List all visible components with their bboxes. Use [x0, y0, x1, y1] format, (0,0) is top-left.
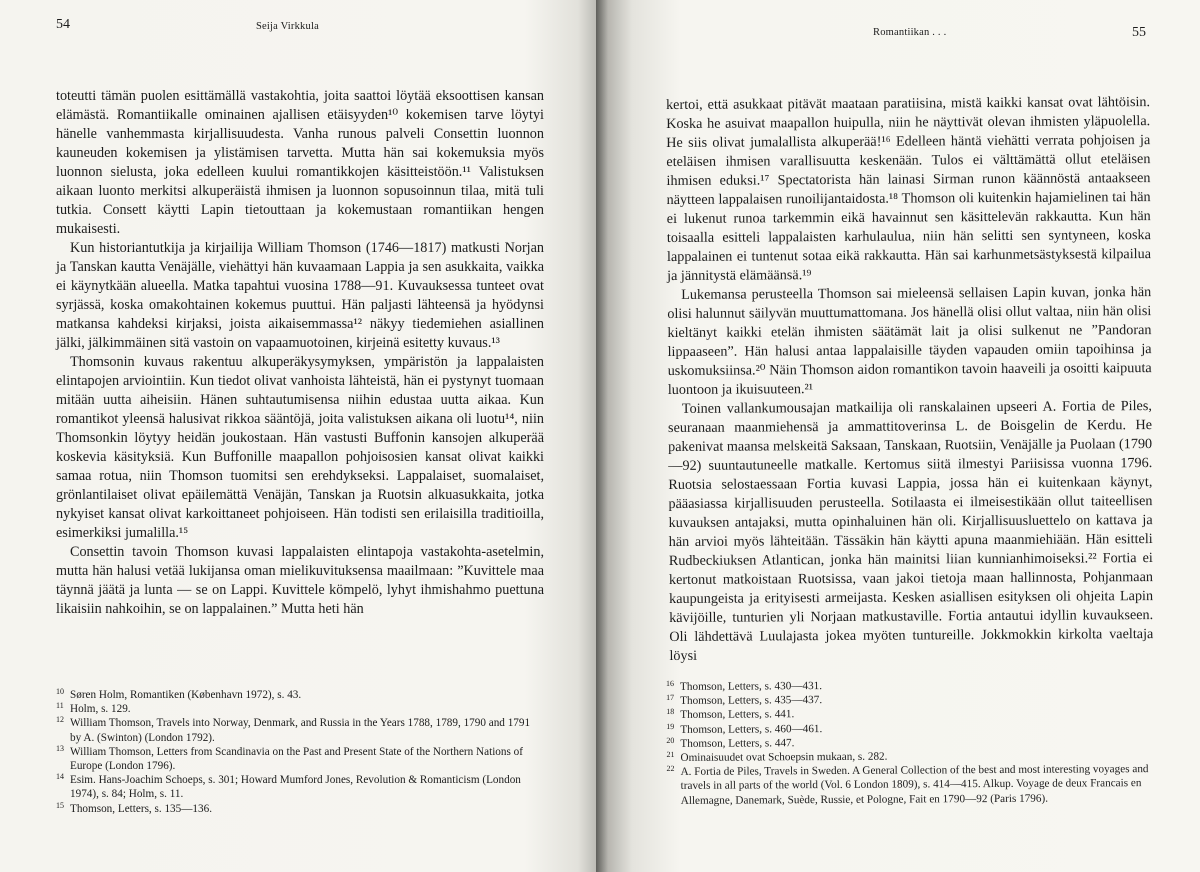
footnote-text: A. Fortia de Piles, Travels in Sweden. A General Collection of the best and most interesting voyages and travels in all parts of the world (Vol. 6 London 1809), s. 414—415. Alkup. Voyage de deux Francais en Allemagne, Danemark, Suède, Russie, et Pologne, Fait en 1790—92 (Paris 1796). [680, 763, 1149, 807]
footnote-number: 16 [665, 678, 675, 688]
footnote-text: Søren Holm, Romantiken (København 1972), s. 43. [70, 689, 302, 701]
running-head: Romantiikan . . . [873, 27, 947, 38]
page-number: 54 [56, 17, 70, 32]
footnote-number: 13 [56, 743, 64, 753]
footnote-number: 22 [666, 764, 675, 774]
paragraph: Toinen vallankumousajan matkailija oli ranskalainen upseeri A. Fortia de Piles, seuranaan maanmiehensä ja ammattitoverinsa L. de Boisgelin de Kerdu. He pakenivat maansa melskeitä Saksaan, Tanskaan, Ruotsiin, Venäjälle ja Puolaan (1790—92) suuntautuneelle matkalle. Kertomus siitä ilmestyi Pariisissa vuonna 1796. Ruotsia selostaessaan Fortia kuvasi Lappia, jossa hän ei kuitenkaan käynyt, pääasiassa kirjallisuuden perusteella. Sotilaasta ei ilmeisestikään ollut taiteellisen kuvauksen antajaksi, mutta opinhaluinen hän oli. Kirjallisuusluettelo on kattava ja hän arvioi myös lähteitään. Tässäkin hän käytti apuna maanmiehiään. Hän esitteli Rudbeckiuksen Atlantican, jonka hän mainitsi liian kunnianhimoiseksi.²² Fortia ei kertonut matkoistaan Ruotsissa, vaan jakoi tietoja maan hallinnosta, Pohjanmaan kaupungeista ja erityisesti armeijasta. Kesken asiallisen esityksen oli ohjeita Lapin kävijöille, tunturien yli Norjaan matkustaville. Fortia antautui idyllin kuvaukseen. Oli lähdettävä Luulajasta jokea myöten tuntureille. Jokkmokkin kirkolta vaeltaja löysi [667, 398, 1154, 664]
footnote [56, 688, 544, 702]
footnotes [666, 677, 1151, 808]
footnote-number: 19 [666, 721, 675, 731]
footnote-number: 20 [666, 735, 675, 745]
footnote-text: Ominaisuudet ovat Schoepsin mukaan, s. 282. [680, 750, 888, 764]
paragraph: kertoi, että asukkaat pitävät maataan paratiisina, mistä kaikki kansat ovat lähtöisin. Koska he asuivat maapallon huipulla, niin he näyttivät olevan ihmisten yläpuolella. He siis olivat jumalallista alkuperää!¹⁶ Edelleen häntä viehätti verrata pohjoisen ja eteläisen ihmisen varallisuutta keskenään. Tulos ei välttämättä ollut eteläisen ihmisen eduksi.¹⁷ Spectatorista hän lainasi Sirman runon käännöstä antaakseen näytteen lappalaisen runoilijantaidosta.¹⁸ Thomson oli kuitenkin hajamielinen tai hän ei lukenut runoa tarkemmin eikä havainnut sen käsittelevän rakkautta. Kun hän toisaalla esitteli lappalaisten karhulaulua, niin hän selitti sen syntyneen, koska lappalainen ei tuntenut sotaa eikä rakkautta. Hän sai karhunmetsästyksestä kilpailua ja jännitystä elämäänsä.¹⁹ [666, 94, 1152, 284]
footnote-text: Thomson, Letters, s. 460—461. [680, 722, 823, 736]
footnote [56, 802, 544, 816]
footnote-number: 12 [56, 715, 64, 725]
footnote-number: 10 [56, 687, 64, 696]
footnotes [56, 688, 544, 816]
footnote [56, 716, 544, 744]
footnote-text: Thomson, Letters, s. 441. [680, 708, 795, 722]
footnote [667, 762, 1151, 808]
body-text [666, 93, 1153, 666]
left-page [0, 0, 596, 872]
footnote-number: 21 [666, 749, 675, 760]
footnote-number: 18 [666, 707, 675, 717]
page-number: 55 [1132, 25, 1146, 40]
paragraph: toteutti tämän puolen esittämällä vastakohtia, joita saattoi löytää eksoottisen kansan elämästä. Romantiikalle ominainen ajallisen etäisyyden¹⁰ kokemisen tarve löytyi hänelle vanhemmasta kirjallisuudesta. Vanha runous palveli Consettin luonnon kauneuden kokemisen ja ylistämisen tarvetta. Mutta hän sai kokemuksia myös luonnon sielusta, joka edelleen kuului romantikkojen käsitteistöön.¹¹ Valistuksen aikaan luonto merkitsi alkuperäistä ihmisen ja luonnon sopusoinnun tilaa, mitä tuli tutkia. Consett käytti Lapin tietouttaan ja kokemustaan romantiikan hengen mukaisesti. [56, 88, 544, 237]
footnote-text: Thomson, Letters, s. 447. [680, 737, 795, 750]
footnote-number: 15 [56, 800, 64, 810]
footnote [56, 773, 544, 801]
paragraph: Lukemansa perusteella Thomson sai mieleensä sellaisen Lapin kuvan, jonka hän olisi halunnut säilyvän muuttumattomana. Jos hänellä olisi ollut valtaa, niin hän olisi kieltänyt kaikki etelän ihmisten säätämät lait ja olisi sulkenut ne ”Pandoran lippaaseen”. Hän halusi antaa lappalaisille täyden vapauden omiin tapoihinsa ja uskomuksiinsa.²⁰ Näin Thomson aidon romantikon tavoin haaveili ja osoitti kaipuuta luontoon ja ikuisuuteen.²¹ [667, 284, 1152, 398]
paragraph: Consettin tavoin Thomson kuvasi lappalaisten elintapoja vastakohta-asetelmin, mutta hän halusi vetää lukijansa oman mielikuvituksensa maailmaan: ”Kuvittele maa täynnä jäätä ja lunta — se on Lappi. Kuvittele kömpelö, lyhyt ihmishahmo puettuna likaisiin nahkoihin, se on lappalainen.” Mutta heti hän [56, 544, 544, 617]
footnote-text: Thomson, Letters, s. 430—431. [680, 680, 823, 693]
footnote-text: Holm, s. 129. [70, 703, 131, 716]
running-head: Seija Virkkula [256, 21, 319, 32]
right-page [596, 0, 1200, 872]
paragraph: Thomsonin kuvaus rakentuu alkuperäkysymyksen, ympäristön ja lappalaisten elintapojen arviointiin. Kun tiedot olivat vanhoista lähteistä, hän ei pystynyt tuomaan mitään uutta aiheisiin. Hänen suhtautumisensa niihin edustaa uutta aikaa. Kun romantikot yleensä halusivat rikkoa sääntöjä, joita valistuksen aikana oli luotu¹⁴, niin Thomsonkin löytyy heidän joukostaan. Hän vastusti Buffonin kansojen alkuperää koskevia käsityksiä. Kun Buffonille maapallon pohjoisosien kansat olivat kaikki samaa rotua, niin Thomson tuomitsi sen erehdykseksi. Lappalaiset, suomalaiset, grönlantilaiset olivat epäilemättä Venäjän, Tanskan ja Ruotsin alkuasukkaita, jotka nykyiset kansat olivat karkoittaneet pohjoiseen. Hän todisti sen erilaisilla traditioilla, esimerkiksi jumalilla.¹⁵ [56, 354, 544, 541]
footnote-text: William Thomson, Letters from Scandinavia on the Past and Present State of the Northern Nations of Europe (London 1796). [70, 745, 523, 773]
footnote-number: 11 [56, 701, 64, 711]
footnote [56, 745, 544, 773]
footnote-number: 14 [56, 772, 64, 782]
footnote-number: 17 [666, 693, 675, 703]
footnote-text: William Thomson, Travels into Norway, Denmark, and Russia in the Years 1788, 1789, 1790 and 1791 by A. (Swinton) (London 1792). [70, 717, 531, 744]
paragraph: Kun historiantutkija ja kirjailija William Thomson (1746—1817) matkusti Norjan ja Tanskan kautta Venäjälle, viehättyi hän kuvaamaan Lappia ja sen asukkaita, vaikka ei käynytkään alueella. Matka tapahtui vuosina 1788—91. Kuvauksessa tunteet ovat syrjässä, koska omakohtainen kokemus puuttui. Hän paljasti lähteensä ja hyödynsi matkansa kahdeksi kirjaksi, joista aikaisemmassa¹² näkyy tiedemiehen asiallinen jälki, jälkimmäinen sitä vastoin on vapaamuotoinen, kirjeinä esitetty kuvaus.¹³ [56, 240, 544, 351]
footnote-text: Thomson, Letters, s. 135—136. [70, 802, 213, 815]
footnote-text: Esim. Hans-Joachim Schoeps, s. 301; Howard Mumford Jones, Revolution & Romanticism (London 1974), s. 84; Holm, s. 11. [70, 774, 521, 801]
footnote [56, 702, 544, 716]
body-text [56, 87, 544, 619]
footnote-text: Thomson, Letters, s. 435—437. [680, 694, 823, 708]
